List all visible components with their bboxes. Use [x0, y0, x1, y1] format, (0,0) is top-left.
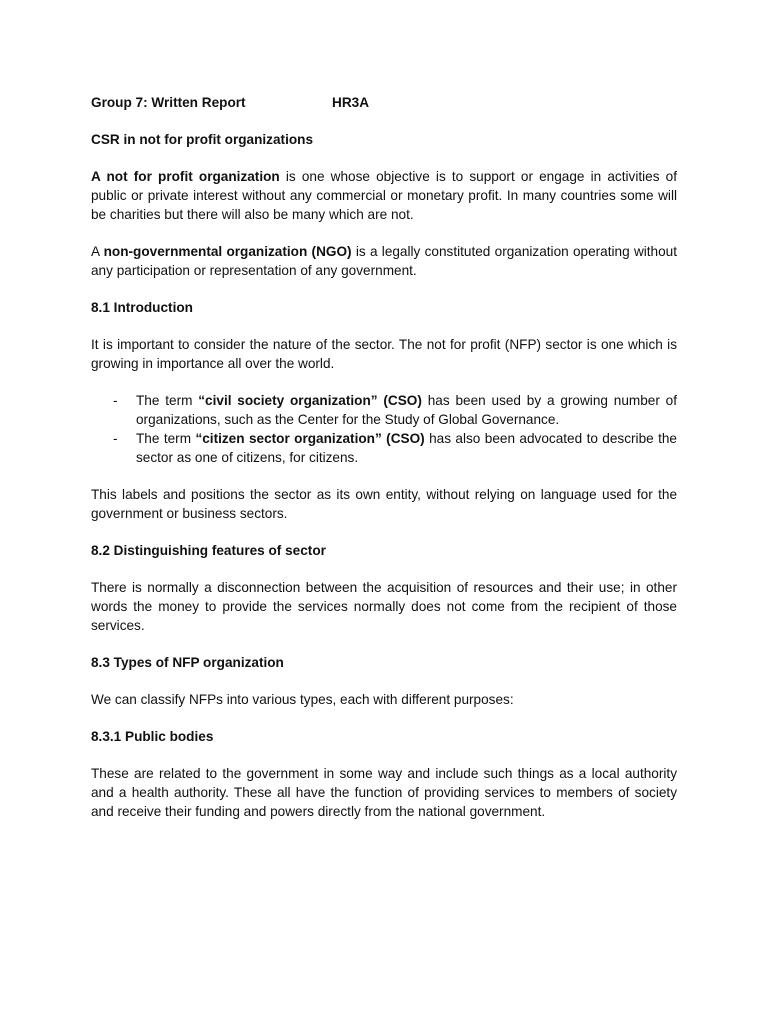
document-title: CSR in not for profit organizations — [91, 132, 314, 147]
ngo-lead: A — [91, 244, 104, 259]
nfp-term: A not for profit organization — [91, 169, 280, 184]
list-item-term: “citizen sector organization” (CSO) — [195, 431, 425, 446]
ngo-term: non-governmental organization (NGO) — [103, 244, 352, 259]
list-item-text: has been used by a growing number of organizations, such as the Center for the Study of Global Governance. — [136, 393, 677, 427]
list-item — [91, 429, 677, 467]
ngo-definition-paragraph — [91, 242, 677, 280]
nfp-definition-paragraph — [91, 167, 677, 224]
section-8-3-heading: 8.3 Types of NFP organization — [91, 655, 284, 670]
report-code: HR3A — [332, 95, 370, 110]
report-title: Group 7: Written Report — [91, 95, 246, 110]
ngo-definition-text: is a legally constituted organization operating without any participation or representation of any government. — [91, 244, 678, 278]
list-item-text: has also been advocated to describe the sector as one of citizens, for citizens. — [136, 431, 677, 465]
section-8-1-paragraph-2: This labels and positions the sector as its own entity, without relying on language used for the government or business sectors. — [91, 487, 677, 521]
nfp-definition-text: is one whose objective is to support or engage in activities of public or private interest without any commercial or monetary profit. In many countries some will be charities but there will also be many which are not. — [91, 169, 677, 222]
section-8-3-paragraph: We can classify NFPs into various types, each with different purposes: — [91, 692, 514, 707]
list-item-term: “civil society organization” (CSO) — [198, 393, 422, 408]
section-8-1-heading: 8.1 Introduction — [91, 300, 193, 315]
section-8-2-paragraph: There is normally a disconnection between the acquisition of resources and their use; in other words the money to provide the services normally does not come from the recipient of those services. — [91, 580, 677, 633]
section-8-1-paragraph: It is important to consider the nature of the sector. The not for profit (NFP) sector is one which is growing in importance all over the world. — [91, 337, 677, 371]
cso-term-list — [91, 391, 677, 467]
report-header — [91, 93, 677, 112]
section-8-2-heading: 8.2 Distinguishing features of sector — [91, 543, 326, 558]
section-8-3-1-paragraph: These are related to the government in some way and include such things as a local authority and a health authority. These all have the function of providing services to members of society and receive their funding and powers directly from the national government. — [91, 766, 677, 819]
list-dash: - — [113, 393, 118, 408]
list-dash: - — [113, 431, 118, 446]
list-item — [91, 391, 677, 429]
section-8-3-1-heading: 8.3.1 Public bodies — [91, 729, 214, 744]
list-item-lead: The term — [136, 431, 196, 446]
list-item-lead: The term — [136, 393, 199, 408]
